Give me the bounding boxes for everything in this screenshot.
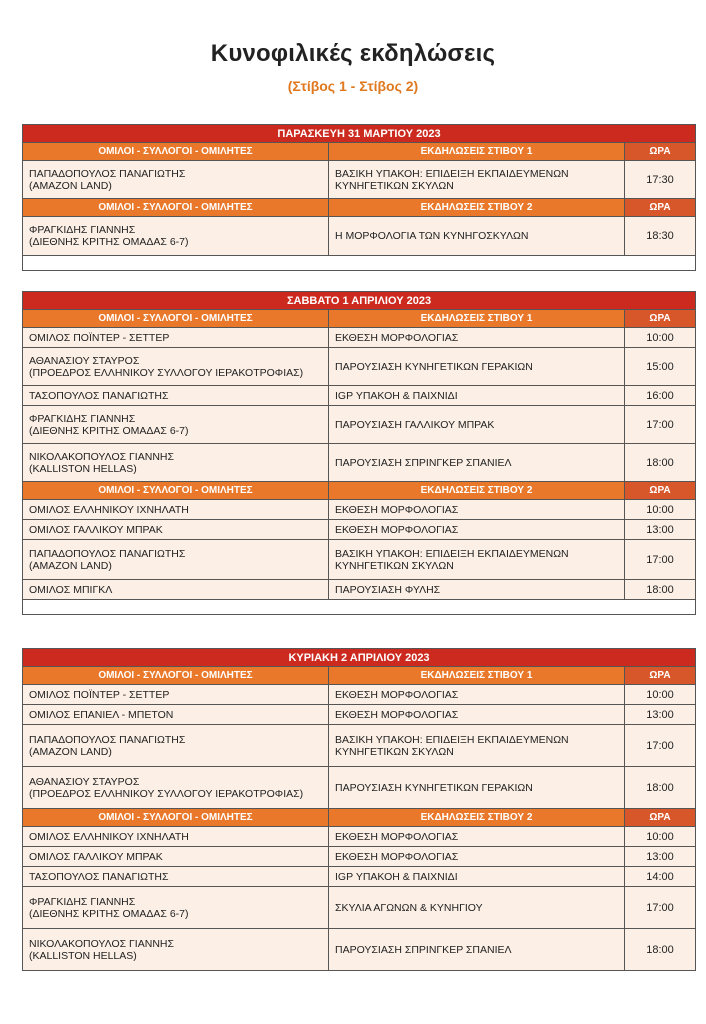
organizer-cell: ΟΜΙΛΟΣ ΕΛΛΗΝΙΚΟΥ ΙΧΝΗΛΑΤΗ [23,500,329,520]
table-row [23,520,696,540]
organizer-cell: ΠΑΠΑΔΟΠΟΥΛΟΣ ΠΑΝΑΓΙΩΤΗΣ (AMAZON LAND) [23,725,329,767]
column-header-events: ΕΚΔΗΛΩΣΕΙΣ ΣΤΙΒΟΥ 2 [329,199,625,217]
organizer-cell: ΠΑΠΑΔΟΠΟΥΛΟΣ ΠΑΝΑΓΙΩΤΗΣ (AMAZON LAND) [23,161,329,199]
spacer-row [23,600,696,615]
time-cell: 18:00 [625,929,696,971]
organizer-cell: ΦΡΑΓΚΙΔΗΣ ΓΙΑΝΝΗΣ (ΔΙΕΘΝΗΣ ΚΡΙΤΗΣ ΟΜΑΔΑΣ 6-7) [23,406,329,444]
column-header-time: ΩΡΑ [625,310,696,328]
column-header-organizers: ΟΜΙΛΟΙ - ΣΥΛΛΟΓΟΙ - ΟΜΙΛΗΤΕΣ [23,667,329,685]
table-row [23,348,696,386]
table-row [23,406,696,444]
table-row [23,540,696,580]
table-row [23,580,696,600]
organizer-cell: ΝΙΚΟΛΑΚΟΠΟΥΛΟΣ ΓΙΑΝΝΗΣ (KALLISTON HELLAS) [23,929,329,971]
time-cell: 15:00 [625,348,696,386]
schedule-table-saturday [22,291,696,615]
day-heading: ΣΑΒΒΑΤΟ 1 ΑΠΡΙΛΙΟΥ 2023 [23,292,696,310]
time-cell: 13:00 [625,847,696,867]
table-row [23,767,696,809]
time-cell: 10:00 [625,827,696,847]
time-cell: 18:00 [625,444,696,482]
column-header-time: ΩΡΑ [625,199,696,217]
time-cell: 13:00 [625,705,696,725]
column-header-time: ΩΡΑ [625,667,696,685]
table-row [23,929,696,971]
page-subtitle: (Στίβος 1 - Στίβος 2) [287,78,419,94]
table-row [23,847,696,867]
organizer-cell: ΠΑΠΑΔΟΠΟΥΛΟΣ ΠΑΝΑΓΙΩΤΗΣ (AMAZON LAND) [23,540,329,580]
event-cell: IGP ΥΠΑΚΟΗ & ΠΑΙΧΝΙΔΙ [329,386,625,406]
event-cell: ΠΑΡΟΥΣΙΑΣΗ ΓΑΛΛΙΚΟΥ ΜΠΡΑΚ [329,406,625,444]
event-cell: ΕΚΘΕΣΗ ΜΟΡΦΟΛΟΓΙΑΣ [329,500,625,520]
organizer-cell: ΟΜΙΛΟΣ ΠΟΪΝΤΕΡ - ΣΕΤΤΕΡ [23,685,329,705]
column-header-events: ΕΚΔΗΛΩΣΕΙΣ ΣΤΙΒΟΥ 2 [329,809,625,827]
time-cell: 17:00 [625,540,696,580]
organizer-cell: ΟΜΙΛΟΣ ΓΑΛΛΙΚΟΥ ΜΠΡΑΚ [23,520,329,540]
column-header-organizers: ΟΜΙΛΟΙ - ΣΥΛΛΟΓΟΙ - ΟΜΙΛΗΤΕΣ [23,482,329,500]
column-header-time: ΩΡΑ [625,809,696,827]
event-cell: IGP ΥΠΑΚΟΗ & ΠΑΙΧΝΙΔΙ [329,867,625,887]
table-row [23,867,696,887]
organizer-cell: ΑΘΑΝΑΣΙΟΥ ΣΤΑΥΡΟΣ (ΠΡΟΕΔΡΟΣ ΕΛΛΗΝΙΚΟΥ ΣΥΛΛΟΓΟΥ ΙΕΡΑΚΟΤΡΟΦΙΑΣ) [23,348,329,386]
table-row [23,444,696,482]
table-row [23,217,696,256]
column-header-time: ΩΡΑ [625,482,696,500]
column-header-time: ΩΡΑ [625,143,696,161]
event-cell: ΠΑΡΟΥΣΙΑΣΗ ΚΥΝΗΓΕΤΙΚΩΝ ΓΕΡΑΚΙΩΝ [329,767,625,809]
time-cell: 14:00 [625,867,696,887]
table-row [23,328,696,348]
time-cell: 17:00 [625,725,696,767]
page-title: Κυνοφιλικές εκδηλώσεις [210,40,496,67]
column-header-events: ΕΚΔΗΛΩΣΕΙΣ ΣΤΙΒΟΥ 1 [329,143,625,161]
event-cell: ΕΚΘΕΣΗ ΜΟΡΦΟΛΟΓΙΑΣ [329,520,625,540]
organizer-cell: ΑΘΑΝΑΣΙΟΥ ΣΤΑΥΡΟΣ (ΠΡΟΕΔΡΟΣ ΕΛΛΗΝΙΚΟΥ ΣΥΛΛΟΓΟΥ ΙΕΡΑΚΟΤΡΟΦΙΑΣ) [23,767,329,809]
event-cell: Η ΜΟΡΦΟΛΟΓΙΑ ΤΩΝ ΚΥΝΗΓΟΣΚΥΛΩΝ [329,217,625,256]
column-header-organizers: ΟΜΙΛΟΙ - ΣΥΛΛΟΓΟΙ - ΟΜΙΛΗΤΕΣ [23,310,329,328]
event-cell: ΠΑΡΟΥΣΙΑΣΗ ΣΠΡΙΝΓΚΕΡ ΣΠΑΝΙΕΛ [329,929,625,971]
organizer-cell: ΦΡΑΓΚΙΔΗΣ ΓΙΑΝΝΗΣ (ΔΙΕΘΝΗΣ ΚΡΙΤΗΣ ΟΜΑΔΑΣ 6-7) [23,217,329,256]
event-cell: ΕΚΘΕΣΗ ΜΟΡΦΟΛΟΓΙΑΣ [329,827,625,847]
table-row [23,685,696,705]
day-heading: ΠΑΡΑΣΚΕΥΗ 31 ΜΑΡΤΙΟΥ 2023 [23,125,696,143]
table-row [23,161,696,199]
organizer-cell: ΝΙΚΟΛΑΚΟΠΟΥΛΟΣ ΓΙΑΝΝΗΣ (KALLISTON HELLAS) [23,444,329,482]
table-row [23,725,696,767]
time-cell: 13:00 [625,520,696,540]
time-cell: 18:00 [625,767,696,809]
event-cell: ΕΚΘΕΣΗ ΜΟΡΦΟΛΟΓΙΑΣ [329,328,625,348]
time-cell: 17:00 [625,406,696,444]
table-row [23,827,696,847]
event-cell: ΕΚΘΕΣΗ ΜΟΡΦΟΛΟΓΙΑΣ [329,847,625,867]
time-cell: 10:00 [625,685,696,705]
event-cell: ΠΑΡΟΥΣΙΑΣΗ ΣΠΡΙΝΓΚΕΡ ΣΠΑΝΙΕΛ [329,444,625,482]
spacer-row [23,256,696,271]
column-header-organizers: ΟΜΙΛΟΙ - ΣΥΛΛΟΓΟΙ - ΟΜΙΛΗΤΕΣ [23,143,329,161]
schedule-table-friday [22,124,696,271]
column-header-events: ΕΚΔΗΛΩΣΕΙΣ ΣΤΙΒΟΥ 2 [329,482,625,500]
event-cell: ΕΚΘΕΣΗ ΜΟΡΦΟΛΟΓΙΑΣ [329,685,625,705]
time-cell: 17:00 [625,887,696,929]
organizer-cell: ΤΑΣΟΠΟΥΛΟΣ ΠΑΝΑΓΙΩΤΗΣ [23,867,329,887]
organizer-cell: ΤΑΣΟΠΟΥΛΟΣ ΠΑΝΑΓΙΩΤΗΣ [23,386,329,406]
time-cell: 10:00 [625,500,696,520]
event-cell: ΣΚΥΛΙΑ ΑΓΩΝΩΝ & ΚΥΝΗΓΙΟΥ [329,887,625,929]
column-header-events: ΕΚΔΗΛΩΣΕΙΣ ΣΤΙΒΟΥ 1 [329,310,625,328]
time-cell: 18:30 [625,217,696,256]
time-cell: 17:30 [625,161,696,199]
table-row [23,705,696,725]
event-cell: ΒΑΣΙΚΗ ΥΠΑΚΟΗ: ΕΠΙΔΕΙΞΗ ΕΚΠΑΙΔΕΥΜΕΝΩΝ ΚΥΝΗΓΕΤΙΚΩΝ ΣΚΥΛΩΝ [329,161,625,199]
organizer-cell: ΟΜΙΛΟΣ ΠΟΪΝΤΕΡ - ΣΕΤΤΕΡ [23,328,329,348]
organizer-cell: ΟΜΙΛΟΣ ΓΑΛΛΙΚΟΥ ΜΠΡΑΚ [23,847,329,867]
column-header-organizers: ΟΜΙΛΟΙ - ΣΥΛΛΟΓΟΙ - ΟΜΙΛΗΤΕΣ [23,809,329,827]
time-cell: 10:00 [625,328,696,348]
organizer-cell: ΦΡΑΓΚΙΔΗΣ ΓΙΑΝΝΗΣ (ΔΙΕΘΝΗΣ ΚΡΙΤΗΣ ΟΜΑΔΑΣ 6-7) [23,887,329,929]
event-cell: ΒΑΣΙΚΗ ΥΠΑΚΟΗ: ΕΠΙΔΕΙΞΗ ΕΚΠΑΙΔΕΥΜΕΝΩΝ ΚΥΝΗΓΕΤΙΚΩΝ ΣΚΥΛΩΝ [329,540,625,580]
day-heading: ΚΥΡΙΑΚΗ 2 ΑΠΡΙΛΙΟΥ 2023 [23,649,696,667]
event-cell: ΠΑΡΟΥΣΙΑΣΗ ΦΥΛΗΣ [329,580,625,600]
table-row [23,386,696,406]
event-cell: ΠΑΡΟΥΣΙΑΣΗ ΚΥΝΗΓΕΤΙΚΩΝ ΓΕΡΑΚΙΩΝ [329,348,625,386]
event-cell: ΒΑΣΙΚΗ ΥΠΑΚΟΗ: ΕΠΙΔΕΙΞΗ ΕΚΠΑΙΔΕΥΜΕΝΩΝ ΚΥΝΗΓΕΤΙΚΩΝ ΣΚΥΛΩΝ [329,725,625,767]
time-cell: 18:00 [625,580,696,600]
column-header-organizers: ΟΜΙΛΟΙ - ΣΥΛΛΟΓΟΙ - ΟΜΙΛΗΤΕΣ [23,199,329,217]
table-row [23,887,696,929]
event-cell: ΕΚΘΕΣΗ ΜΟΡΦΟΛΟΓΙΑΣ [329,705,625,725]
organizer-cell: ΟΜΙΛΟΣ ΕΛΛΗΝΙΚΟΥ ΙΧΝΗΛΑΤΗ [23,827,329,847]
column-header-events: ΕΚΔΗΛΩΣΕΙΣ ΣΤΙΒΟΥ 1 [329,667,625,685]
schedule-table-sunday [22,648,696,971]
table-row [23,500,696,520]
organizer-cell: ΟΜΙΛΟΣ ΜΠΙΓΚΛ [23,580,329,600]
organizer-cell: ΟΜΙΛΟΣ ΕΠΑΝΙΕΛ - ΜΠΕΤΟΝ [23,705,329,725]
time-cell: 16:00 [625,386,696,406]
